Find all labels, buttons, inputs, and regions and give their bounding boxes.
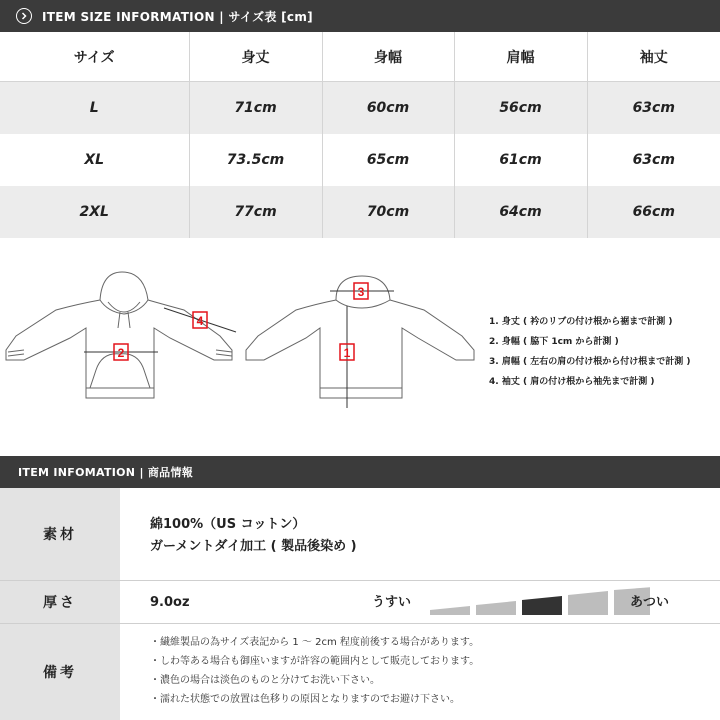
cell-length: 73.5cm	[189, 134, 322, 186]
thickness-row	[0, 580, 720, 624]
notes-row	[0, 624, 720, 720]
cell-shoulder: 56cm	[454, 82, 587, 135]
material-row	[0, 488, 720, 580]
table-row	[0, 82, 720, 135]
thickness-label: 厚さ	[0, 581, 120, 623]
hoodie-front-illustration	[6, 272, 232, 398]
item-info-title: ITEM INFOMATION | 商品情報	[18, 466, 194, 479]
cell-sleeve: 63cm	[587, 134, 720, 186]
measure-badges	[114, 283, 368, 360]
marker-1: 1	[343, 346, 351, 360]
size-label: XL	[0, 134, 189, 186]
scale-step-4	[568, 591, 608, 615]
thickness-value: 9.0oz	[150, 594, 190, 610]
col-shoulder: 肩幅	[454, 32, 587, 82]
table-row	[0, 186, 720, 238]
note-item: ・濃色の場合は淡色のものと分けてお洗い下さい。	[150, 675, 380, 686]
col-width: 身幅	[322, 32, 454, 82]
marker-3: 3	[357, 285, 365, 299]
marker-4: 4	[196, 314, 204, 328]
cell-width: 65cm	[322, 134, 454, 186]
cell-length: 77cm	[189, 186, 322, 238]
col-size: サイズ	[0, 32, 189, 82]
marker-2: 2	[117, 346, 125, 360]
chevron-right-icon	[16, 8, 32, 24]
scale-step-3	[522, 596, 562, 615]
size-table	[0, 32, 720, 238]
cell-sleeve: 63cm	[587, 82, 720, 135]
col-length: 身丈	[189, 32, 322, 82]
scale-step-1	[430, 606, 470, 615]
legend-item-2: 2. 身幅 ( 脇下 1cm から計測 )	[489, 337, 619, 347]
size-info-title: ITEM SIZE INFORMATION | サイズ表 [cm]	[42, 9, 313, 24]
cell-width: 70cm	[322, 186, 454, 238]
material-line: 綿100%（US コットン）	[150, 517, 306, 532]
cell-shoulder: 64cm	[454, 186, 587, 238]
material-line: ガーメントダイ加工 ( 製品後染め )	[150, 539, 357, 554]
hoodie-diagram	[0, 270, 480, 420]
notes-label: 備考	[0, 624, 120, 720]
material-label: 素材	[0, 488, 120, 580]
scale-high-label: あつい	[630, 595, 670, 610]
legend-item-3: 3. 肩幅 ( 左右の肩の付け根から付け根まで計測 )	[489, 357, 691, 367]
size-info-header	[0, 0, 720, 32]
cell-length: 71cm	[189, 82, 322, 135]
cell-width: 60cm	[322, 82, 454, 135]
note-item: ・しわ等ある場合も御座いますが許容の範囲内として販売しております。	[150, 656, 480, 667]
measurement-legend	[489, 312, 690, 392]
size-table-header	[0, 32, 720, 82]
note-item: ・濡れた状態での放置は色移りの原因となりますのでお避け下さい。	[150, 694, 460, 705]
cell-shoulder: 61cm	[454, 134, 587, 186]
table-row	[0, 134, 720, 186]
col-sleeve: 袖丈	[587, 32, 720, 82]
thickness-value-cell	[120, 581, 720, 623]
cell-sleeve: 66cm	[587, 186, 720, 238]
legend-item-4: 4. 袖丈 ( 肩の付け根から袖先まで計測 )	[489, 377, 655, 387]
note-item: ・繊維製品の為サイズ表記から 1 〜 2cm 程度前後する場合があります。	[150, 637, 480, 648]
notes-list	[120, 624, 720, 720]
scale-low-label: うすい	[372, 595, 412, 610]
scale-step-2	[476, 601, 516, 615]
size-label: 2XL	[0, 186, 189, 238]
thickness-scale	[430, 587, 650, 615]
legend-item-1: 1. 身丈 ( 衿のリブの付け根から裾まで計測 )	[489, 317, 673, 327]
item-info-header	[0, 456, 720, 488]
size-label: L	[0, 82, 189, 135]
material-value	[120, 488, 720, 580]
